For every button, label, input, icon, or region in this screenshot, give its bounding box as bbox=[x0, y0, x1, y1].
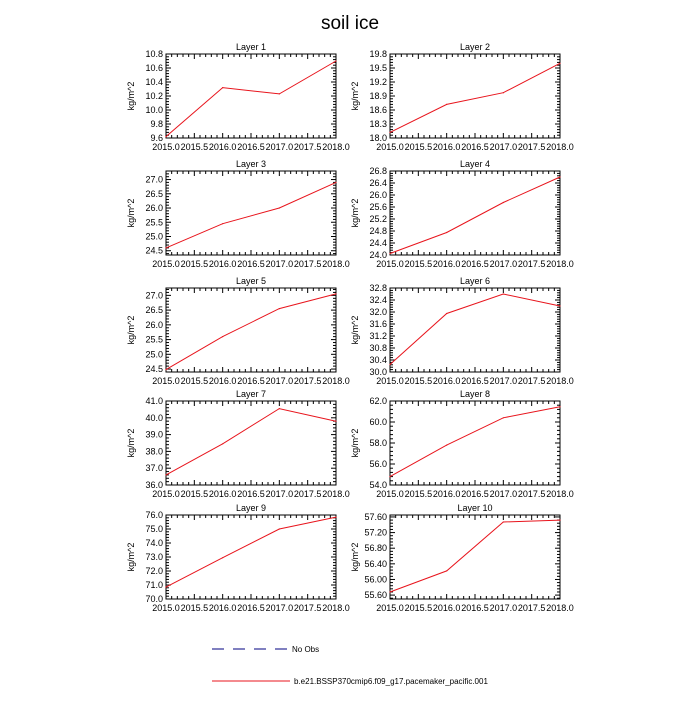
panel-layer-10 bbox=[350, 503, 574, 613]
y-tick-label: 58.0 bbox=[369, 438, 387, 448]
x-tick-label: 2017.0 bbox=[265, 603, 294, 613]
x-tick-label: 2015.5 bbox=[180, 603, 209, 613]
y-tick-label: 18.6 bbox=[369, 105, 387, 115]
y-tick-label: 40.0 bbox=[145, 412, 163, 423]
y-tick-label: 71.0 bbox=[145, 580, 163, 590]
data-point bbox=[222, 223, 223, 224]
y-tick-label: 26.4 bbox=[369, 178, 387, 188]
plot-frame bbox=[166, 171, 336, 255]
y-tick-label: 56.80 bbox=[364, 543, 387, 554]
x-tick-label: 2016.5 bbox=[461, 489, 489, 499]
y-axis-label: kg/m^2 bbox=[126, 81, 136, 111]
x-tick-label: 2015.0 bbox=[376, 259, 404, 269]
series-line bbox=[390, 177, 560, 254]
x-tick-label: 2018.0 bbox=[546, 376, 574, 386]
y-tick-label: 76.0 bbox=[145, 510, 163, 520]
series-line bbox=[166, 517, 336, 587]
data-point bbox=[335, 60, 336, 61]
series-line bbox=[390, 407, 560, 477]
y-tick-label: 70.0 bbox=[145, 594, 163, 604]
y-axis-label: kg/m^2 bbox=[126, 198, 136, 228]
data-point bbox=[559, 406, 560, 407]
panel-layer-1 bbox=[126, 42, 350, 152]
data-point bbox=[222, 336, 223, 337]
data-point bbox=[165, 587, 166, 588]
y-axis-label: kg/m^2 bbox=[350, 542, 360, 572]
y-tick-label: 24.5 bbox=[145, 364, 163, 375]
data-point bbox=[559, 63, 560, 64]
y-tick-label: 26.8 bbox=[369, 166, 387, 176]
x-tick-label: 2015.5 bbox=[404, 603, 433, 613]
x-tick-label: 2017.0 bbox=[265, 489, 294, 499]
panel-title: Layer 4 bbox=[459, 159, 491, 169]
panel-title: Layer 10 bbox=[457, 503, 493, 513]
x-tick-label: 2018.0 bbox=[546, 489, 574, 499]
x-tick-label: 2016.5 bbox=[461, 376, 489, 386]
data-point bbox=[222, 557, 223, 558]
y-tick-label: 24.8 bbox=[369, 226, 387, 236]
data-point bbox=[446, 232, 447, 233]
x-tick-label: 2015.5 bbox=[180, 376, 209, 386]
x-tick-label: 2016.5 bbox=[237, 603, 265, 613]
x-tick-label: 2017.0 bbox=[265, 259, 294, 269]
y-tick-label: 25.2 bbox=[369, 214, 387, 224]
data-point bbox=[446, 570, 447, 571]
x-tick-label: 2016.0 bbox=[432, 603, 461, 613]
y-tick-label: 75.0 bbox=[145, 524, 163, 534]
data-point bbox=[335, 517, 336, 518]
panel-title: Layer 2 bbox=[459, 42, 491, 52]
plot-frame bbox=[166, 54, 336, 138]
plot-frame bbox=[390, 171, 560, 255]
data-point bbox=[279, 308, 280, 309]
plot-frame bbox=[390, 54, 560, 138]
data-point bbox=[279, 93, 280, 94]
data-point bbox=[165, 474, 166, 475]
x-tick-label: 2017.0 bbox=[489, 376, 518, 386]
y-tick-label: 62.0 bbox=[369, 396, 387, 406]
y-tick-label: 32.4 bbox=[369, 295, 387, 305]
x-tick-label: 2015.0 bbox=[376, 376, 404, 386]
panel-title: Layer 1 bbox=[235, 42, 267, 52]
panel-title: Layer 6 bbox=[459, 276, 491, 286]
x-tick-label: 2015.0 bbox=[152, 489, 180, 499]
x-tick-label: 2017.5 bbox=[517, 376, 546, 386]
x-tick-label: 2018.0 bbox=[322, 259, 350, 269]
data-point bbox=[279, 408, 280, 409]
x-tick-label: 2015.5 bbox=[404, 142, 433, 152]
panel-layer-6 bbox=[350, 276, 574, 386]
y-tick-label: 74.0 bbox=[145, 538, 163, 548]
data-point bbox=[335, 293, 336, 294]
x-tick-label: 2018.0 bbox=[322, 489, 350, 499]
y-tick-label: 38.0 bbox=[145, 446, 163, 457]
panel-layer-5 bbox=[126, 276, 350, 386]
y-tick-label: 9.6 bbox=[150, 133, 163, 143]
x-tick-label: 2018.0 bbox=[322, 142, 350, 152]
x-tick-label: 2017.0 bbox=[265, 376, 294, 386]
panels bbox=[126, 42, 574, 613]
data-point bbox=[559, 176, 560, 177]
y-tick-label: 39.0 bbox=[145, 429, 163, 440]
x-tick-label: 2016.5 bbox=[237, 259, 265, 269]
data-point bbox=[279, 528, 280, 529]
y-tick-label: 32.0 bbox=[369, 307, 387, 317]
series-line bbox=[166, 294, 336, 370]
y-tick-label: 54.0 bbox=[369, 480, 387, 490]
plot-frame bbox=[390, 515, 560, 599]
y-tick-label: 31.6 bbox=[369, 319, 387, 329]
legend-entry-series bbox=[212, 677, 488, 686]
plot-frame bbox=[390, 401, 560, 485]
y-tick-label: 26.5 bbox=[145, 188, 163, 199]
y-tick-label: 25.6 bbox=[369, 202, 387, 212]
y-tick-label: 25.5 bbox=[145, 217, 163, 228]
y-tick-label: 24.5 bbox=[145, 245, 163, 256]
x-tick-label: 2017.5 bbox=[293, 259, 322, 269]
x-tick-label: 2018.0 bbox=[546, 603, 574, 613]
y-tick-label: 56.40 bbox=[364, 558, 387, 569]
y-tick-label: 30.4 bbox=[369, 355, 387, 365]
x-tick-label: 2015.0 bbox=[152, 603, 180, 613]
x-tick-label: 2015.5 bbox=[180, 142, 209, 152]
y-tick-label: 30.0 bbox=[369, 367, 387, 377]
x-tick-label: 2016.0 bbox=[208, 259, 237, 269]
x-tick-label: 2016.0 bbox=[432, 489, 461, 499]
x-tick-label: 2016.0 bbox=[208, 376, 237, 386]
y-tick-label: 10.4 bbox=[145, 77, 163, 87]
data-point bbox=[446, 313, 447, 314]
x-tick-label: 2017.0 bbox=[489, 259, 518, 269]
x-tick-label: 2017.5 bbox=[293, 376, 322, 386]
panel-layer-4 bbox=[350, 159, 574, 269]
data-point bbox=[503, 92, 504, 93]
data-point bbox=[559, 519, 560, 520]
y-axis-label: kg/m^2 bbox=[350, 315, 360, 345]
x-tick-label: 2016.5 bbox=[237, 142, 265, 152]
data-point bbox=[279, 207, 280, 208]
y-tick-label: 19.5 bbox=[369, 63, 387, 73]
y-tick-label: 10.0 bbox=[145, 105, 163, 115]
y-axis-label: kg/m^2 bbox=[126, 428, 136, 458]
x-tick-label: 2017.0 bbox=[489, 603, 518, 613]
y-tick-label: 26.0 bbox=[369, 190, 387, 200]
main-title: soil ice bbox=[320, 13, 380, 34]
y-tick-label: 57.60 bbox=[364, 511, 387, 522]
legend-entry-no-obs bbox=[212, 645, 319, 654]
y-axis-label: kg/m^2 bbox=[350, 198, 360, 228]
y-tick-label: 31.2 bbox=[369, 331, 387, 341]
y-tick-label: 19.2 bbox=[369, 77, 387, 87]
x-tick-label: 2016.5 bbox=[461, 603, 489, 613]
x-tick-label: 2017.0 bbox=[489, 489, 518, 499]
y-tick-label: 27.0 bbox=[145, 290, 163, 301]
x-tick-label: 2016.0 bbox=[432, 142, 461, 152]
data-point bbox=[222, 87, 223, 88]
y-tick-label: 18.3 bbox=[369, 119, 387, 129]
panel-title: Layer 5 bbox=[235, 276, 267, 286]
data-point bbox=[389, 591, 390, 592]
y-tick-label: 37.0 bbox=[145, 463, 163, 474]
series-line bbox=[166, 182, 336, 248]
x-tick-label: 2016.0 bbox=[432, 376, 461, 386]
x-tick-label: 2015.0 bbox=[152, 259, 180, 269]
panel-layer-9 bbox=[126, 503, 350, 613]
x-tick-label: 2017.5 bbox=[293, 489, 322, 499]
y-tick-label: 9.8 bbox=[150, 119, 163, 129]
panel-title: Layer 9 bbox=[235, 503, 267, 513]
plot-frame bbox=[166, 515, 336, 599]
y-axis-label: kg/m^2 bbox=[350, 81, 360, 111]
data-point bbox=[335, 182, 336, 183]
x-tick-label: 2016.0 bbox=[208, 603, 237, 613]
y-tick-label: 18.9 bbox=[369, 91, 387, 101]
x-tick-label: 2016.0 bbox=[208, 489, 237, 499]
data-point bbox=[222, 443, 223, 444]
x-tick-label: 2016.5 bbox=[461, 259, 489, 269]
x-tick-label: 2017.5 bbox=[293, 142, 322, 152]
x-tick-label: 2015.0 bbox=[152, 376, 180, 386]
y-tick-label: 60.0 bbox=[369, 417, 387, 427]
data-point bbox=[335, 421, 336, 422]
x-tick-label: 2016.5 bbox=[237, 489, 265, 499]
y-tick-label: 57.20 bbox=[364, 527, 387, 538]
panel-layer-2 bbox=[350, 42, 574, 152]
x-tick-label: 2016.0 bbox=[208, 142, 237, 152]
data-point bbox=[389, 253, 390, 254]
x-tick-label: 2015.5 bbox=[404, 489, 433, 499]
data-point bbox=[503, 293, 504, 294]
x-tick-label: 2018.0 bbox=[322, 603, 350, 613]
x-tick-label: 2017.0 bbox=[489, 142, 518, 152]
y-tick-label: 30.8 bbox=[369, 343, 387, 353]
panel-layer-3 bbox=[126, 159, 350, 269]
x-tick-label: 2015.5 bbox=[404, 376, 433, 386]
y-axis-label: kg/m^2 bbox=[126, 315, 136, 345]
y-axis-label: kg/m^2 bbox=[350, 428, 360, 458]
panel-title: Layer 7 bbox=[235, 389, 267, 399]
y-tick-label: 36.0 bbox=[145, 480, 163, 490]
panel-title: Layer 8 bbox=[459, 389, 491, 399]
y-tick-label: 24.0 bbox=[369, 250, 387, 260]
x-tick-label: 2015.5 bbox=[404, 259, 433, 269]
y-tick-label: 25.0 bbox=[145, 349, 163, 360]
y-tick-label: 18.0 bbox=[369, 133, 387, 143]
y-tick-label: 10.2 bbox=[145, 91, 163, 101]
x-tick-label: 2016.0 bbox=[432, 259, 461, 269]
data-point bbox=[446, 445, 447, 446]
legend-label: b.e21.BSSP370cmip6.f09_g17.pacemaker_pacific.001 bbox=[294, 677, 488, 686]
x-tick-label: 2017.0 bbox=[265, 142, 294, 152]
x-tick-label: 2015.0 bbox=[376, 603, 404, 613]
data-point bbox=[503, 202, 504, 203]
y-tick-label: 56.00 bbox=[364, 574, 387, 585]
data-point bbox=[389, 132, 390, 133]
y-tick-label: 10.6 bbox=[145, 63, 163, 73]
series-line bbox=[390, 63, 560, 132]
y-tick-label: 24.4 bbox=[369, 238, 387, 248]
panel-layer-8 bbox=[350, 389, 574, 499]
series-line bbox=[166, 61, 336, 137]
x-tick-label: 2017.5 bbox=[517, 603, 546, 613]
y-axis-label: kg/m^2 bbox=[126, 542, 136, 572]
y-tick-label: 73.0 bbox=[145, 552, 163, 562]
panel-layer-7 bbox=[126, 389, 350, 499]
y-tick-label: 19.8 bbox=[369, 49, 387, 59]
data-point bbox=[559, 305, 560, 306]
y-tick-label: 55.60 bbox=[364, 590, 387, 601]
y-tick-label: 32.8 bbox=[369, 283, 387, 293]
x-tick-label: 2015.0 bbox=[376, 142, 404, 152]
data-point bbox=[389, 364, 390, 365]
x-tick-label: 2015.0 bbox=[152, 142, 180, 152]
data-point bbox=[165, 369, 166, 370]
y-tick-label: 26.5 bbox=[145, 305, 163, 316]
panel-title: Layer 3 bbox=[235, 159, 267, 169]
x-tick-label: 2018.0 bbox=[546, 259, 574, 269]
y-tick-label: 25.5 bbox=[145, 334, 163, 345]
x-tick-label: 2017.5 bbox=[293, 603, 322, 613]
legend-label: No Obs bbox=[292, 645, 320, 654]
x-tick-label: 2016.5 bbox=[461, 142, 489, 152]
x-tick-label: 2017.5 bbox=[517, 259, 546, 269]
data-point bbox=[165, 247, 166, 248]
y-tick-label: 72.0 bbox=[145, 566, 163, 576]
x-tick-label: 2016.5 bbox=[237, 376, 265, 386]
data-point bbox=[503, 521, 504, 522]
series-line bbox=[390, 294, 560, 365]
x-tick-label: 2017.5 bbox=[517, 489, 546, 499]
data-point bbox=[446, 104, 447, 105]
plot-frame bbox=[166, 401, 336, 485]
x-tick-label: 2015.5 bbox=[180, 259, 209, 269]
y-tick-label: 26.0 bbox=[145, 203, 163, 214]
y-tick-label: 41.0 bbox=[145, 396, 163, 406]
series-line bbox=[390, 520, 560, 592]
y-tick-label: 10.8 bbox=[145, 49, 163, 59]
data-point bbox=[503, 417, 504, 418]
data-point bbox=[389, 476, 390, 477]
series-line bbox=[166, 409, 336, 475]
x-tick-label: 2018.0 bbox=[546, 142, 574, 152]
y-tick-label: 26.0 bbox=[145, 319, 163, 330]
x-tick-label: 2015.5 bbox=[180, 489, 209, 499]
y-tick-label: 56.0 bbox=[369, 459, 387, 469]
legend bbox=[212, 645, 488, 686]
y-tick-label: 27.0 bbox=[145, 174, 163, 185]
x-tick-label: 2018.0 bbox=[322, 376, 350, 386]
x-tick-label: 2017.5 bbox=[517, 142, 546, 152]
x-tick-label: 2015.0 bbox=[376, 489, 404, 499]
y-tick-label: 25.0 bbox=[145, 231, 163, 242]
data-point bbox=[165, 136, 166, 137]
